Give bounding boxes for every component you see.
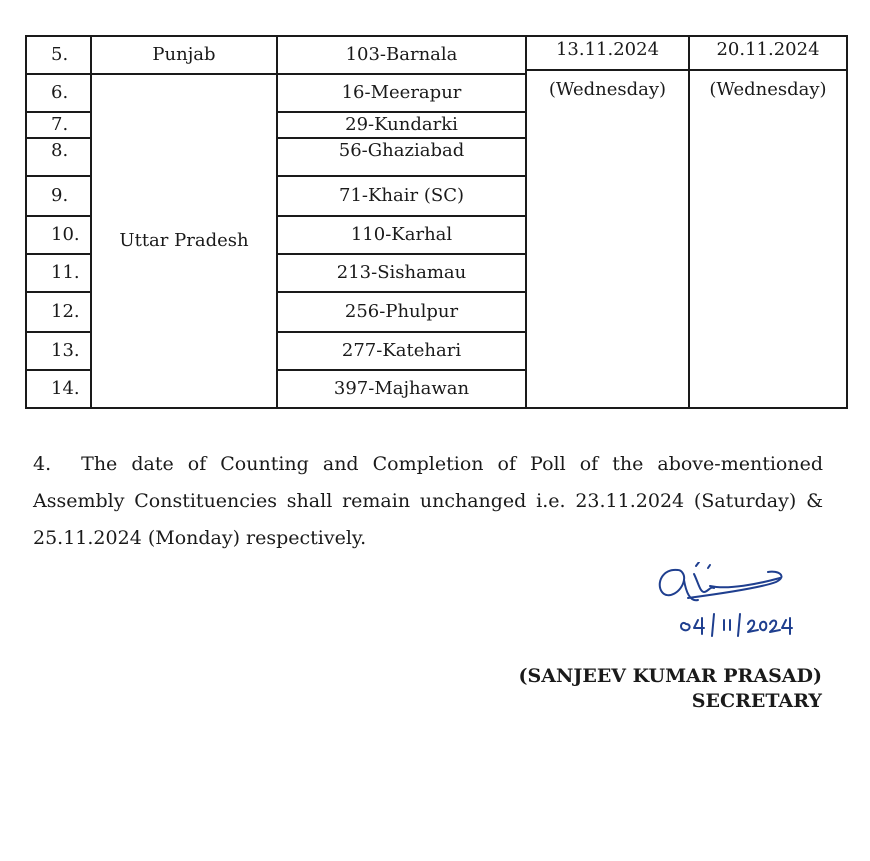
constituency-name: 397-Majhawan [277,370,526,408]
revised-poll-date-cell [689,36,847,408]
constituency-name: 213-Sishamau [277,254,526,292]
signature-icon [648,562,818,642]
paragraph-4 [33,446,823,557]
handwritten-signature [648,562,818,642]
constituency-name: 110-Karhal [277,216,526,254]
serial-number: 5. [26,36,91,74]
state-name: Punjab [91,36,277,74]
serial-number: 7. [26,112,91,138]
signatory-block [519,664,822,714]
revised-poll-date: 20.11.2024 [690,37,846,71]
serial-number: 10. [26,216,91,254]
table-row [26,36,847,74]
original-poll-day: (Wednesday) [548,79,667,100]
revised-poll-day: (Wednesday) [709,79,827,100]
state-name: Uttar Pradesh [91,74,277,408]
signatory-name: (SANJEEV KUMAR PRASAD) [518,665,822,687]
constituency-name: 16-Meerapur [277,74,526,112]
constituency-name: 29-Kundarki [277,112,526,138]
serial-number: 13. [26,332,91,370]
constituency-name: 56-Ghaziabad [277,138,526,176]
serial-number: 9. [26,176,91,216]
serial-number: 12. [26,292,91,332]
original-poll-date: 13.11.2024 [527,37,688,71]
paragraph-number: 4. [33,453,52,475]
constituency-name: 277-Katehari [277,332,526,370]
serial-number: 11. [26,254,91,292]
paragraph-text: The date of Counting and Completion of Poll of the above-mentioned Assembly Constituencies shall remain unchanged i.e. 23.11.2024 (Saturday) & 25.11.2024 (Monday) respectively. [33,453,823,549]
serial-number: 14. [26,370,91,408]
serial-number: 8. [26,138,91,176]
schedule-table [25,35,848,409]
original-poll-date-cell [526,36,689,408]
serial-number: 6. [26,74,91,112]
constituency-name: 103-Barnala [277,36,526,74]
constituency-name: 71-Khair (SC) [277,176,526,216]
constituency-name: 256-Phulpur [277,292,526,332]
signatory-designation: SECRETARY [691,690,822,712]
